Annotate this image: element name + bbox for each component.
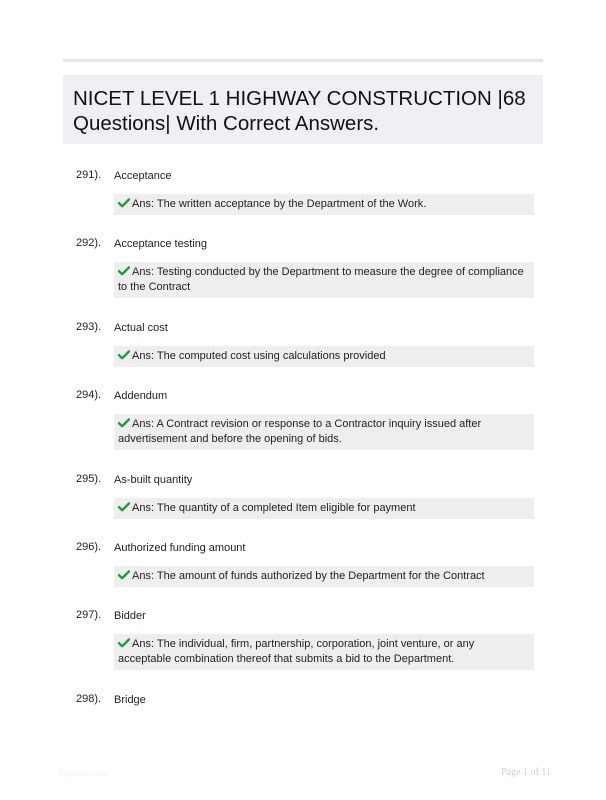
top-divider bbox=[63, 59, 543, 62]
question-term: Bridge bbox=[114, 694, 146, 706]
answer-box bbox=[114, 498, 534, 519]
answer-box bbox=[114, 346, 534, 367]
question-term: Actual cost bbox=[114, 322, 168, 334]
question-term: Authorized funding amount bbox=[114, 542, 246, 554]
answer-prefix: Ans: bbox=[132, 638, 155, 650]
question-number: 297). bbox=[76, 609, 102, 621]
answer-prefix: Ans: bbox=[132, 350, 155, 362]
answer-text: The written acceptance by the Department of the Work. bbox=[156, 198, 427, 210]
checkmark-icon bbox=[118, 266, 130, 276]
answer-text: The amount of funds authorized by the Department for the Contract bbox=[156, 570, 485, 582]
question-number: 295). bbox=[76, 473, 102, 485]
question-number: 296). bbox=[76, 541, 102, 553]
footer-watermark: Papersbe.com bbox=[58, 768, 109, 778]
checkmark-icon bbox=[118, 502, 130, 512]
question-number: 292). bbox=[76, 237, 102, 249]
checkmark-icon bbox=[118, 570, 130, 580]
answer-prefix: Ans: bbox=[132, 502, 155, 514]
question-term: Addendum bbox=[114, 390, 168, 402]
question-number: 291). bbox=[76, 169, 102, 181]
title-box bbox=[63, 75, 543, 144]
question-number: 294). bbox=[76, 389, 102, 401]
answer-prefix: Ans: bbox=[132, 418, 155, 430]
answer-text: The individual, firm, partnership, corporation, joint venture, or any acceptable combination thereof that submits a bid to the Department. bbox=[118, 638, 475, 665]
answer-text: The computed cost using calculations provided bbox=[156, 350, 386, 362]
page-title: NICET LEVEL 1 HIGHWAY CONSTRUCTION |68 Questions| With Correct Answers. bbox=[73, 87, 526, 135]
answer-box bbox=[114, 566, 534, 587]
answer-box bbox=[114, 634, 534, 670]
checkmark-icon bbox=[118, 418, 130, 428]
page-number: Page 1 of 11 bbox=[501, 767, 551, 778]
answer-box bbox=[114, 194, 534, 215]
answer-prefix: Ans: bbox=[132, 198, 155, 210]
checkmark-icon bbox=[118, 638, 130, 648]
checkmark-icon bbox=[118, 198, 130, 208]
answer-prefix: Ans: bbox=[132, 266, 155, 278]
checkmark-icon bbox=[118, 350, 130, 360]
answer-text: The quantity of a completed Item eligible for payment bbox=[156, 502, 416, 514]
question-term: As-built quantity bbox=[114, 474, 193, 486]
answer-text: Testing conducted by the Department to measure the degree of compliance to the Contract bbox=[118, 266, 524, 293]
question-term: Bidder bbox=[114, 610, 146, 622]
question-term: Acceptance testing bbox=[114, 238, 207, 250]
question-term: Acceptance bbox=[114, 170, 172, 182]
question-number: 298). bbox=[76, 693, 102, 705]
answer-prefix: Ans: bbox=[132, 570, 155, 582]
answer-text: A Contract revision or response to a Contractor inquiry issued after advertisement and before the opening of bids. bbox=[118, 418, 482, 445]
answer-box bbox=[114, 262, 534, 298]
answer-box bbox=[114, 414, 534, 450]
question-number: 293). bbox=[76, 321, 102, 333]
